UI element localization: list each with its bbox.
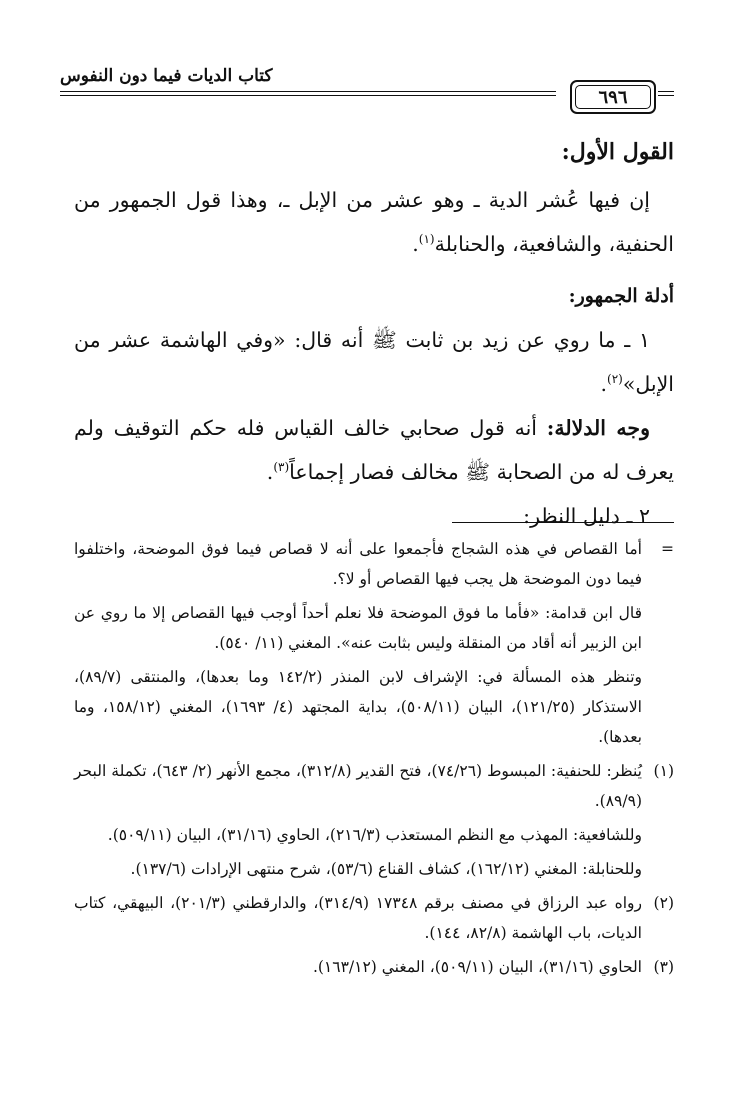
page-header <box>60 58 674 118</box>
paragraph-3 <box>74 406 674 494</box>
footnote-3-number: (٣) <box>653 958 674 976</box>
running-title: كتاب الديات فيما دون النفوس <box>60 66 273 86</box>
footnote-3 <box>74 952 674 982</box>
section-heading: القول الأول: <box>561 139 674 165</box>
footnote-ref-2: (٢) <box>607 372 623 387</box>
footnote-ref-1: (١) <box>418 232 435 247</box>
footnote-continued-text-1: أما القصاص في هذه الشجاج فأجمعوا على أنه لا قصاص فيما فوق الموضحة، واختلفوا فيما دون الموضحة هل يجب فيها القصاص أو لا؟. <box>74 540 642 588</box>
footnotes <box>74 534 674 986</box>
footnote-1-number: (١) <box>653 762 674 780</box>
footnote-continued-text-2: قال ابن قدامة: «فأما ما فوق الموضحة فلا نعلم أحداً أوجب فيها القصاص إلا ما روي عن ابن الزبير أنه أقاد من المنقلة وليس بثابت عنه». المغني (١١/ ٥٤٠). <box>74 604 642 652</box>
paragraph-2-text: ١ ـ ما روي عن زيد بن ثابت ﷺ أنه قال: «وفي الهاشمة عشر من الإبل» <box>74 328 674 396</box>
paragraph-1-text: إن فيها عُشر الدية ـ وهو عشر من الإبل ـ، وهذا قول الجمهور من الحنفية، والشافعية، والحنابلة <box>74 188 674 256</box>
footnote-1-shafii: وللشافعية: المهذب مع النظم المستعذب (٢١٦/٣)، الحاوي (٣١/١٦)، البيان (٥٠٩/١١). <box>107 826 642 844</box>
paragraph-3-end: . <box>266 460 274 484</box>
footnote-2 <box>74 888 674 948</box>
page-number-frame <box>570 80 656 114</box>
footnote-separator <box>452 522 674 523</box>
continuation-mark: = <box>661 540 674 558</box>
paragraph-4: ٢ ـ دليل النظر: <box>523 504 650 528</box>
footnote-continued-text-3: وتنظر هذه المسألة في: الإشراف لابن المنذر (١٤٢/٢ وما بعدها)، والمنتقى (٨٩/٧)، الاستذكار (١٢١/٢٥)، البيان (٥٠٨/١١)، بداية المجتهد (٤/ ١٦٩٣)، المغني (١٥٨/١٢، وما بعدها). <box>74 668 642 746</box>
paragraph-3-text: أنه قول صحابي خالف القياس فله حكم التوقيف ولم يعرف له من الصحابة ﷺ مخالف فصار إجماعاً <box>74 416 674 484</box>
header-rule-right <box>658 91 674 96</box>
page-number: ٦٩٦ <box>598 86 628 108</box>
footnote-2-text: رواه عبد الرزاق في مصنف برقم ١٧٣٤٨ (٣١٤/٩)، والدارقطني (٢٠١/٣)، البيهقي، كتاب الديات، باب الهاشمة (٨٢/٨، ١٤٤). <box>74 894 642 942</box>
footnote-1 <box>74 756 674 884</box>
header-rule <box>60 91 556 96</box>
paragraph-1 <box>74 178 674 266</box>
footnote-2-number: (٢) <box>653 894 674 912</box>
footnote-ref-3: (٣) <box>273 460 290 475</box>
inference-label: وجه الدلالة: <box>546 416 650 440</box>
footnote-continued <box>74 534 674 752</box>
paragraph-1-end: . <box>412 232 419 256</box>
footnote-1-hanafi: يُنظر: للحنفية: المبسوط (٧٤/٢٦)، فتح القدير (٣١٢/٨)، مجمع الأنهر (٢/ ٦٤٣)، تكملة البحر (٨٩/٩). <box>74 762 642 810</box>
footnote-1-hanbali: وللحنابلة: المغني (١٦٢/١٢)، كشاف القناع (٥٣/٦)، شرح منتهى الإرادات (١٣٧/٦). <box>130 860 642 878</box>
evidence-heading: أدلة الجمهور: <box>568 285 674 307</box>
paragraph-2 <box>74 318 674 406</box>
footnote-3-text: الحاوي (٣١/١٦)، البيان (٥٠٩/١١)، المغني (١٦٣/١٢). <box>312 958 642 976</box>
paragraph-2-end: . <box>600 372 607 396</box>
main-text <box>74 130 674 538</box>
